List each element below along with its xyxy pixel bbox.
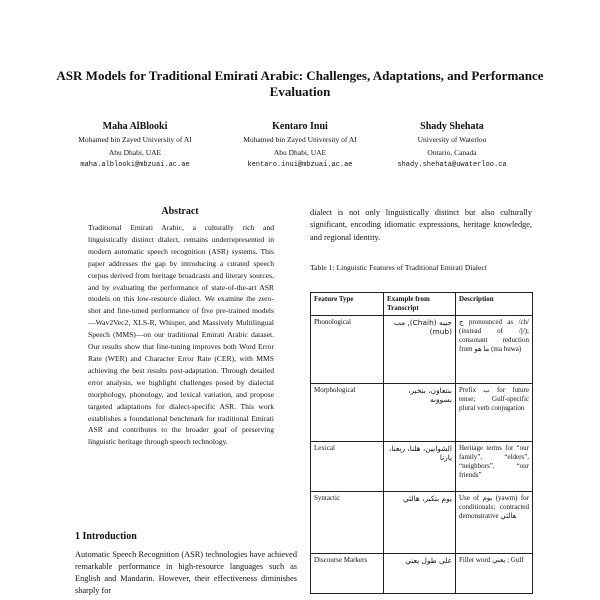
table-cell-description: Use of يوم (yawm) for conditionals; contracted demonstrative هالثي: [456, 492, 533, 554]
linguistic-features-table: [310, 292, 533, 594]
table-cell-feature: Syntactic: [311, 492, 384, 554]
table-caption: Table 1: Linguistic Features of Traditional Emirati Dialect: [310, 263, 487, 272]
author-name: Maha AlBlooki: [102, 121, 168, 132]
author-email: kentaro.inui@mbzuai.ac.ae: [247, 161, 353, 169]
introduction-text: Automatic Speech Recognition (ASR) technologies have achieved remarkable performance in high-resource languages such as English and Mandarin. However, their effectiveness diminishes sharply for: [75, 550, 297, 595]
table-header-cell: Feature Type: [311, 293, 384, 316]
table-cell-example: جيبه (Chaih), مب (mub): [384, 316, 456, 384]
table-cell-description: Prefix ب for future tense; Gulf-specific plural verb conjugation: [456, 384, 533, 442]
table-cell-feature: Discourse Markers: [311, 554, 384, 594]
author-block-3: [362, 120, 542, 172]
author-affiliation: Mohamed bin Zayed University of AI: [243, 135, 357, 144]
section-heading-introduction: 1 Introduction: [75, 531, 137, 542]
table-cell-example: يوم بتكبر، هالثي: [384, 492, 456, 554]
table-cell-feature: Lexical: [311, 442, 384, 492]
table-row: [311, 316, 533, 384]
author-location: Ontario, Canada: [427, 148, 477, 157]
table-header-row: [311, 293, 533, 316]
table-cell-feature: Phonological: [311, 316, 384, 384]
table-row: [311, 492, 533, 554]
right-column-paragraph: dialect is not only linguistically distinct but also culturally significant, encoding idiomatic expressions, heritage knowledge, and regional identity.: [310, 208, 532, 242]
author-name: Shady Shehata: [420, 121, 484, 132]
table-header-cell: Example from Transcript: [384, 293, 456, 316]
table-cell-description: Heritage terms for “our family”, “elders”, “neighbors”, “our friends”: [456, 442, 533, 492]
table-header-cell: Description: [456, 293, 533, 316]
table-row: [311, 442, 533, 492]
author-affiliation: Mohamed bin Zayed University of AI: [78, 135, 192, 144]
table-cell-example: الشوابين، هلنا، ربعنا، يارنا: [384, 442, 456, 492]
author-block-1: [45, 120, 225, 172]
paper-title: ASR Models for Traditional Emirati Arabic: Challenges, Adaptations, and Performance Evaluation: [56, 68, 544, 99]
author-affiliation: University of Waterloo: [417, 135, 487, 144]
table-row: [311, 554, 533, 594]
author-email: maha.alblooki@mbzuai.ac.ae: [80, 161, 190, 169]
author-email: shady.shehata@uwaterloo.ca: [397, 161, 507, 169]
abstract-text: Traditional Emirati Arabic, a culturally rich and linguistically distinct dialect, remains underrepresented in modern automatic speech recognition (ASR) systems. This paper addresses the gap by introducing a curated speech corpus derived from heritage broadcasts and literary sources, and by evaluating the performance of state-of-the-art ASR models on this low-resource dialect. We examine the zero-shot and fine-tuned performance of five pre-trained models—Wav2Vec2, XLS-R, Whisper, and Massively Multilingual Speech (MMS)—on our traditional Emirati Arabic dataset. Our results show that fine-tuning improves both Word Error Rate (WER) and Character Error Rate (CER), with MMS achieving the best results post-adaptation. Through detailed error analysis, we highlight challenges posed by dialectal morphology, phonology, and lexical variation, and propose targeted adaptations for dialect-specific ASR. This work establishes a foundational benchmark for traditional Emirati ASR and contributes to the broader goal of preserving linguistic heritage through speech technology.: [88, 223, 274, 447]
abstract-heading: Abstract: [161, 206, 199, 217]
author-name: Kentaro Inui: [272, 121, 328, 132]
table-cell-description: ج pronounced as /ch/ (instead of /j/); consonant reduction from ما هو (ma huwa): [456, 316, 533, 384]
table-row: [311, 384, 533, 442]
table-cell-example: بنتعاون، بنخبر، بسوونه: [384, 384, 456, 442]
table-cell-example: على طول يعني: [384, 554, 456, 594]
author-location: Abu Dhabi, UAE: [273, 148, 327, 157]
table-cell-description: Filler word يعني ; Gulf: [456, 554, 533, 594]
table-cell-feature: Morphological: [311, 384, 384, 442]
author-location: Abu Dhabi, UAE: [108, 148, 162, 157]
